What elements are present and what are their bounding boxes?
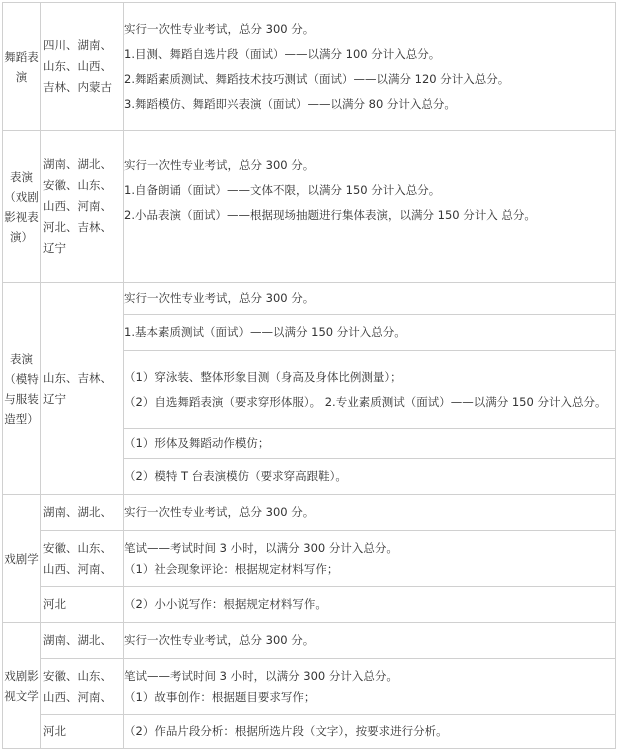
requirement-line: 2.舞蹈素质测试、舞蹈技术技巧测试（面试）——以满分 120 分计入总分。: [124, 71, 510, 86]
table-row: [3, 659, 616, 715]
requirement-line: （2）模特 T 台表演模仿（要求穿高跟鞋）。: [124, 469, 347, 483]
requirement-line: （1）社会现象评论：根据规定材料写作；: [124, 561, 339, 576]
province-cell: [41, 283, 124, 495]
requirement-cell: [124, 459, 616, 495]
table-row: [3, 283, 616, 315]
table-row: [3, 3, 616, 131]
table-row: [3, 623, 616, 659]
requirement-line: （2）小小说写作：根据规定材料写作。: [124, 597, 327, 611]
category-cell: [3, 623, 41, 749]
requirement-line: 3.舞蹈模仿、舞蹈即兴表演（面试）——以满分 80 分计入总分。: [124, 96, 456, 111]
requirement-line: 2.小品表演（面试）——根据现场抽题进行集体表演，以满分 150 分计入 总分。: [124, 208, 536, 222]
category-cell: [3, 131, 41, 283]
requirement-line: 实行一次性专业考试，总分 300 分。: [124, 158, 315, 172]
province-cell: [41, 495, 124, 531]
requirement-cell: [124, 315, 616, 351]
province-list: 安徽、山东、山西、河南、: [43, 540, 112, 576]
requirement-line: （1）形体及舞蹈动作模仿；: [124, 436, 270, 450]
requirement-line: 实行一次性专业考试，总分 300 分。: [124, 291, 315, 305]
table-row: [3, 495, 616, 531]
table-row: [3, 531, 616, 587]
province-cell: [41, 131, 124, 283]
province-cell: [41, 531, 124, 587]
province-cell: [41, 659, 124, 715]
category-label: 舞蹈表演: [4, 49, 39, 84]
category-cell: [3, 3, 41, 131]
table-row: [3, 131, 616, 283]
province-list: 安徽、山东、山西、河南、: [43, 668, 112, 704]
requirement-cell: [124, 715, 616, 749]
province-list: 湖南、湖北、: [43, 633, 112, 647]
province-cell: [41, 3, 124, 131]
requirement-line: （2）作品片段分析：根据所选片段（文字），按要求进行分析。: [124, 724, 448, 738]
category-label: 表演（戏剧影视表演）: [4, 169, 39, 244]
requirement-cell: [124, 531, 616, 587]
province-list: 山东、吉林、辽宁: [43, 370, 112, 406]
province-list: 湖南、湖北、安徽、山东、山西、河南、河北、吉林、辽宁: [43, 157, 112, 255]
province-list: 河北: [43, 597, 66, 611]
table-row: [3, 715, 616, 749]
category-cell: [3, 283, 41, 495]
category-cell: [3, 495, 41, 623]
requirement-cell: [124, 351, 616, 429]
province-list: 湖南、湖北、: [43, 505, 112, 519]
requirement-cell: [124, 495, 616, 531]
requirement-line: （1）穿泳装、整体形象目测（身高及身体比例测量）；: [124, 369, 402, 384]
table-row: [3, 587, 616, 623]
requirement-cell: [124, 429, 616, 459]
category-label: 表演（模特与服装造型）: [4, 351, 39, 426]
requirement-line: 实行一次性专业考试，总分 300 分。: [124, 633, 315, 647]
requirement-line: （2）自选舞蹈表演（要求穿形体服）。 2.专业素质测试（面试）——以满分 150 分计入总分。: [124, 394, 607, 409]
requirement-cell: [124, 131, 616, 283]
requirement-line: 实行一次性专业考试，总分 300 分。: [124, 21, 315, 36]
province-cell: [41, 623, 124, 659]
province-list: 河北: [43, 724, 66, 738]
province-list: 四川、湖南、山东、山西、吉林、内蒙古: [43, 38, 112, 94]
province-cell: [41, 715, 124, 749]
category-label: 戏剧影视文学: [4, 668, 39, 703]
requirement-cell: [124, 659, 616, 715]
requirement-line: 1.自备朗诵（面试）——文体不限，以满分 150 分计入总分。: [124, 183, 441, 197]
requirement-line: 实行一次性专业考试，总分 300 分。: [124, 505, 315, 519]
requirement-cell: [124, 283, 616, 315]
requirement-line: （1）故事创作：根据题目要求写作；: [124, 689, 316, 704]
requirement-line: 1.目测、舞蹈自选片段（面试）——以满分 100 分计入总分。: [124, 46, 441, 61]
admission-exam-table: [2, 2, 616, 749]
requirement-line: 笔试——考试时间 3 小时，以满分 300 分计入总分。: [124, 540, 398, 555]
requirement-line: 笔试——考试时间 3 小时，以满分 300 分计入总分。: [124, 668, 398, 683]
requirement-cell: [124, 3, 616, 131]
requirement-cell: [124, 587, 616, 623]
requirement-line: 1.基本素质测试（面试）——以满分 150 分计入总分。: [124, 325, 406, 339]
category-label: 戏剧学: [4, 551, 39, 566]
requirement-cell: [124, 623, 616, 659]
province-cell: [41, 587, 124, 623]
